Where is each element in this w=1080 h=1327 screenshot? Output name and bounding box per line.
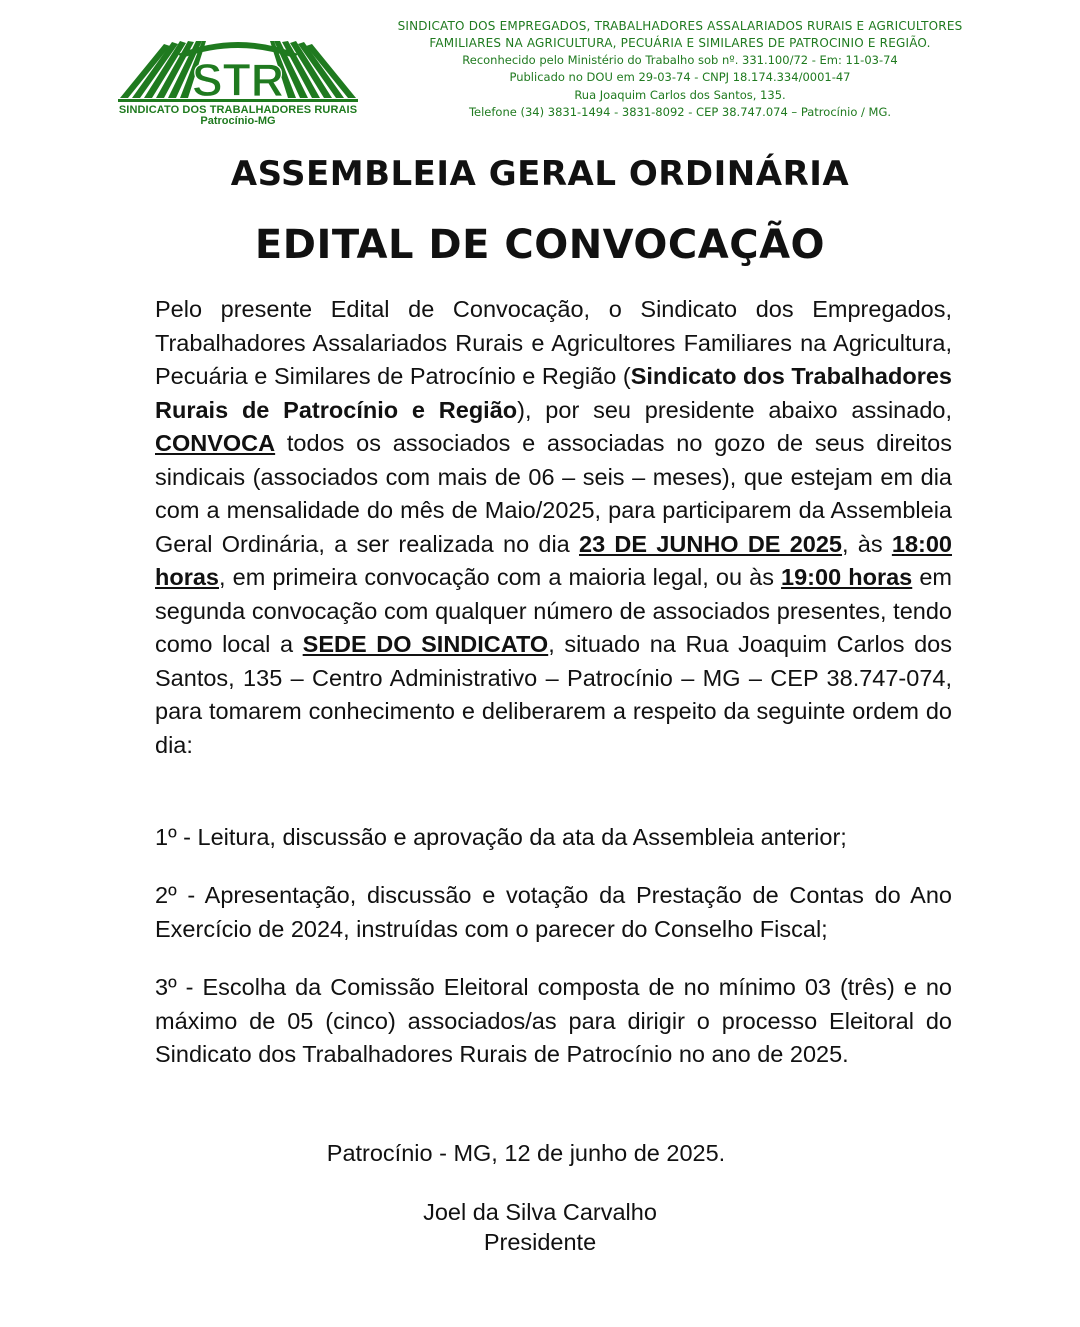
union-name-line1: SINDICATO DOS EMPREGADOS, TRABALHADORES ASSALARIADOS RURAIS E AGRICULTORES [397, 19, 963, 33]
convocation-paragraph [155, 293, 952, 762]
union-short-name: Sindicato dos Trabalhadores Rurais de Patrocínio e Região [155, 363, 952, 423]
agenda-item-3: 3º - Escolha da Comissão Eleitoral composta de no mínimo 03 (três) e no máximo de 05 (cinco) associados/as para dirigir o processo Eleitoral do Sindicato dos Trabalhadores Rurais de Patrocínio no ano de 2025. [155, 974, 952, 1067]
agenda-item-1: 1º - Leitura, discussão e aprovação da ata da Assembleia anterior; [155, 824, 847, 850]
union-registration: Reconhecido pelo Ministério do Trabalho sob nº. 331.100/72 - Em: 11-03-74 [462, 53, 898, 67]
agenda-item [155, 879, 952, 946]
union-info [360, 18, 1000, 121]
convoca-highlight: CONVOCA [155, 430, 276, 456]
paragraph-text: em segunda convocação com qualquer número de associados presentes, tendo como local a [155, 564, 952, 657]
first-call-time: 18:00 horas [155, 530, 952, 590]
union-address: Rua Joaquim Carlos dos Santos, 135. [574, 87, 786, 102]
signatory-role: Presidente [483, 1229, 597, 1255]
logo-caption [118, 104, 358, 127]
second-call-time: 19:00 horas [781, 564, 913, 590]
meeting-date: 23 DE JUNHO DE 2025 [579, 530, 843, 557]
agenda-item-2: 2º - Apresentação, discussão e votação da Prestação de Contas do Ano Exercício de 2024, instruídas com o parecer do Conselho Fiscal; [155, 882, 952, 942]
assembly-title: ASSEMBLEIA GERAL ORDINÁRIA [230, 154, 850, 194]
union-publication: Publicado no DOU em 29-03-74 - CNPJ 18.174.334/0001-47 [509, 70, 851, 85]
logo-caption-title: SINDICATO DOS TRABALHADORES RURAIS [118, 104, 358, 116]
union-name-line2: FAMILIARES NA AGRICULTURA, PECUÁRIA E SIMILARES DE PATROCINIO E REGIÃO. [429, 36, 931, 50]
paragraph-text: ), por seu presidente abaixo assinado, [517, 396, 952, 423]
meeting-location: SEDE DO SINDICATO [302, 631, 549, 657]
logo-caption-city: Patrocínio-MG [200, 115, 276, 127]
paragraph-text: , em primeira convocação com a maioria legal, ou às [219, 564, 782, 590]
signatory-name: Joel da Silva Carvalho [423, 1199, 657, 1225]
letterhead [0, 0, 1080, 140]
paragraph-text: , situado na Rua Joaquim Carlos dos Santos, 135 – Centro Administrativo – Patrocínio – MG – CEP 38.747-074, para tomarem conhecimento e deliberarem a respeito da seguinte ordem do dia: [155, 631, 952, 758]
union-phone: Telefone (34) 3831-1494 - 3831-8092 - CEP 38.747.074 – Patrocínio / MG. [468, 104, 892, 119]
paragraph-text: Pelo presente Edital de Convocação, o Sindicato dos Empregados, Trabalhadores Assalariados Rurais e Agricultores Familiares na Agricultura, Pecuária e Similares de Patrocínio e Região ( [155, 296, 952, 389]
logo-letters: STR [192, 54, 284, 106]
paragraph-text: , às [842, 530, 892, 557]
paragraph-text: todos os associados e associadas no gozo de seus direitos sindicais (associados com mais de 06 – seis – meses), que estejam em dia com a mensalidade do mês de Maio/2025, para participarem da Assembleia Geral Ordinária, a ser realizada no dia [155, 430, 952, 557]
agenda-item [155, 971, 952, 1072]
date-line: Patrocínio - MG, 12 de junho de 2025. [326, 1140, 726, 1166]
notice-title: EDITAL DE CONVOCAÇÃO [254, 222, 826, 268]
agenda-item [155, 821, 952, 855]
